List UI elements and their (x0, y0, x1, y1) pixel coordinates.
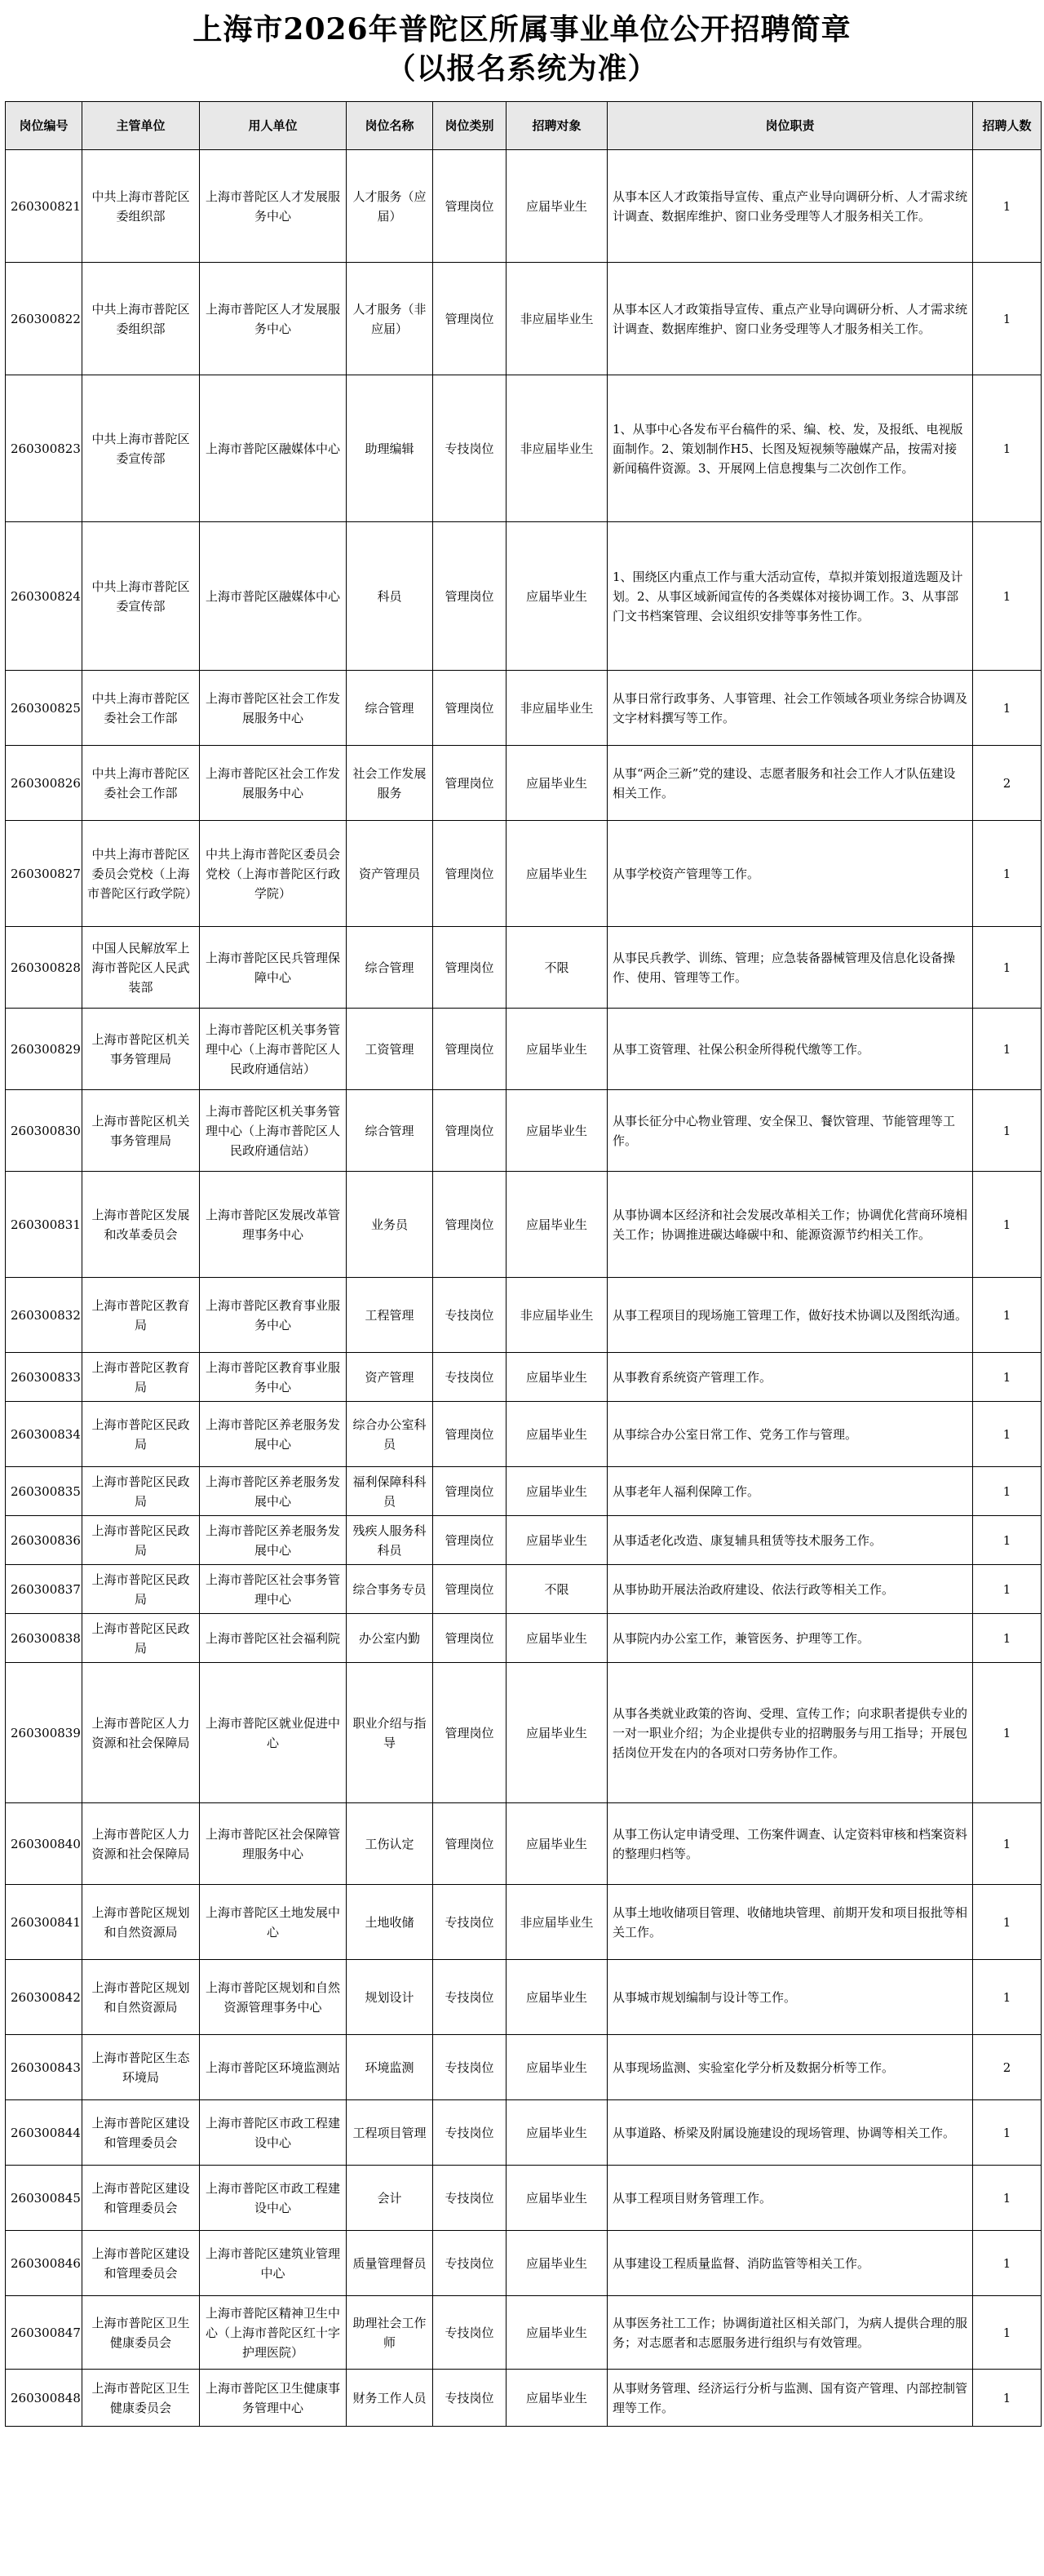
cell-duty: 从事本区人才政策指导宣传、重点产业导向调研分析、人才需求统计调查、数据库维护、窗口业务受理等人才服务相关工作。 (608, 150, 973, 263)
cell-employer: 上海市普陀区机关事务管理中心（上海市普陀区人民政府通信站） (200, 1090, 347, 1172)
cell-category: 管理岗位 (433, 1402, 507, 1467)
header-code: 岗位编号 (6, 102, 82, 150)
cell-authority: 中共上海市普陀区委组织部 (82, 263, 200, 375)
cell-employer: 上海市普陀区社会保障管理服务中心 (200, 1803, 347, 1885)
cell-position: 财务工作人员 (347, 2370, 433, 2427)
cell-position: 人才服务（非应届） (347, 263, 433, 375)
cell-employer: 上海市普陀区社会事务管理中心 (200, 1565, 347, 1614)
table-row (6, 1467, 1042, 1516)
cell-category: 管理岗位 (433, 1172, 507, 1278)
cell-code: 260300826 (6, 746, 82, 821)
cell-count: 1 (973, 2296, 1042, 2370)
cell-count: 1 (973, 263, 1042, 375)
cell-authority: 中共上海市普陀区委员会党校（上海市普陀区行政学院） (82, 821, 200, 927)
cell-position: 资产管理 (347, 1353, 433, 1402)
cell-duty: 从事协调本区经济和社会发展改革相关工作；协调优化营商环境相关工作；协调推进碳达峰碳中和、能源资源节约相关工作。 (608, 1172, 973, 1278)
header-employer: 用人单位 (200, 102, 347, 150)
cell-target: 应届毕业生 (507, 1516, 608, 1565)
cell-code: 260300822 (6, 263, 82, 375)
cell-position: 人才服务（应届） (347, 150, 433, 263)
cell-position: 残疾人服务科科员 (347, 1516, 433, 1565)
cell-employer: 上海市普陀区发展改革管理事务中心 (200, 1172, 347, 1278)
cell-authority: 上海市普陀区民政局 (82, 1614, 200, 1663)
cell-authority: 上海市普陀区人力资源和社会保障局 (82, 1663, 200, 1803)
cell-employer: 上海市普陀区市政工程建设中心 (200, 2166, 347, 2231)
cell-target: 非应届毕业生 (507, 375, 608, 522)
cell-count: 1 (973, 1278, 1042, 1353)
cell-authority: 中共上海市普陀区委组织部 (82, 150, 200, 263)
cell-category: 管理岗位 (433, 1467, 507, 1516)
table-row (6, 1614, 1042, 1663)
cell-count: 1 (973, 821, 1042, 927)
table-row (6, 1885, 1042, 1960)
table-header-row (6, 102, 1042, 150)
table-row (6, 1172, 1042, 1278)
cell-authority: 上海市普陀区人力资源和社会保障局 (82, 1803, 200, 1885)
cell-target: 应届毕业生 (507, 2166, 608, 2231)
cell-duty: 从事老年人福利保障工作。 (608, 1467, 973, 1516)
cell-target: 非应届毕业生 (507, 1278, 608, 1353)
cell-category: 管理岗位 (433, 671, 507, 746)
cell-position: 社会工作发展服务 (347, 746, 433, 821)
table-row (6, 671, 1042, 746)
cell-authority: 上海市普陀区教育局 (82, 1278, 200, 1353)
cell-count: 1 (973, 1467, 1042, 1516)
cell-count: 1 (973, 1353, 1042, 1402)
cell-authority: 上海市普陀区民政局 (82, 1467, 200, 1516)
cell-authority: 上海市普陀区生态环境局 (82, 2035, 200, 2100)
cell-count: 1 (973, 1172, 1042, 1278)
cell-authority: 中共上海市普陀区委宣传部 (82, 522, 200, 671)
table-row (6, 2231, 1042, 2296)
table-row (6, 522, 1042, 671)
cell-authority: 上海市普陀区建设和管理委员会 (82, 2100, 200, 2166)
cell-code: 260300834 (6, 1402, 82, 1467)
cell-category: 管理岗位 (433, 821, 507, 927)
cell-count: 1 (973, 1960, 1042, 2035)
cell-duty: 从事现场监测、实验室化学分析及数据分析等工作。 (608, 2035, 973, 2100)
cell-count: 1 (973, 1663, 1042, 1803)
cell-target: 应届毕业生 (507, 2035, 608, 2100)
cell-duty: 从事医务社工工作；协调街道社区相关部门，为病人提供合理的服务；对志愿者和志愿服务进行组织与有效管理。 (608, 2296, 973, 2370)
cell-count: 1 (973, 150, 1042, 263)
cell-count: 1 (973, 522, 1042, 671)
cell-authority: 中共上海市普陀区委社会工作部 (82, 671, 200, 746)
table-row (6, 1090, 1042, 1172)
cell-employer: 上海市普陀区养老服务发展中心 (200, 1467, 347, 1516)
cell-category: 专技岗位 (433, 1960, 507, 2035)
table-row (6, 1565, 1042, 1614)
cell-position: 助理社会工作师 (347, 2296, 433, 2370)
cell-category: 管理岗位 (433, 1565, 507, 1614)
cell-duty: 1、从事中心各发布平台稿件的采、编、校、发，及报纸、电视版面制作。2、策划制作H5、长图及短视频等融媒产品，按需对接新闻稿件资源。3、开展网上信息搜集与二次创作工作。 (608, 375, 973, 522)
cell-count: 1 (973, 2231, 1042, 2296)
cell-code: 260300827 (6, 821, 82, 927)
cell-employer: 上海市普陀区环境监测站 (200, 2035, 347, 2100)
cell-duty: 从事工程项目财务管理工作。 (608, 2166, 973, 2231)
cell-duty: 1、围绕区内重点工作与重大活动宣传，草拟并策划报道选题及计划。2、从事区域新闻宣传的各类媒体对接协调工作。3、从事部门文书档案管理、会议组织安排等事务性工作。 (608, 522, 973, 671)
cell-code: 260300824 (6, 522, 82, 671)
cell-employer: 上海市普陀区教育事业服务中心 (200, 1353, 347, 1402)
cell-authority: 中国人民解放军上海市普陀区人民武装部 (82, 927, 200, 1009)
cell-employer: 上海市普陀区卫生健康事务管理中心 (200, 2370, 347, 2427)
cell-employer: 上海市普陀区建筑业管理中心 (200, 2231, 347, 2296)
cell-target: 应届毕业生 (507, 522, 608, 671)
cell-code: 260300825 (6, 671, 82, 746)
cell-duty: 从事日常行政事务、人事管理、社会工作领域各项业务综合协调及文字材料撰写等工作。 (608, 671, 973, 746)
table-row (6, 375, 1042, 522)
cell-code: 260300842 (6, 1960, 82, 2035)
table-row (6, 1278, 1042, 1353)
cell-count: 1 (973, 1402, 1042, 1467)
cell-position: 福利保障科科员 (347, 1467, 433, 1516)
cell-code: 260300833 (6, 1353, 82, 1402)
cell-code: 260300841 (6, 1885, 82, 1960)
cell-position: 业务员 (347, 1172, 433, 1278)
cell-authority: 中共上海市普陀区委宣传部 (82, 375, 200, 522)
header-position: 岗位名称 (347, 102, 433, 150)
cell-position: 综合事务专员 (347, 1565, 433, 1614)
cell-category: 专技岗位 (433, 1885, 507, 1960)
document-header (0, 0, 1044, 101)
cell-code: 260300830 (6, 1090, 82, 1172)
cell-employer: 上海市普陀区机关事务管理中心（上海市普陀区人民政府通信站） (200, 1009, 347, 1090)
cell-code: 260300845 (6, 2166, 82, 2231)
cell-target: 非应届毕业生 (507, 671, 608, 746)
document-subtitle: （以报名系统为准） (386, 51, 658, 86)
cell-employer: 上海市普陀区社会工作发展服务中心 (200, 671, 347, 746)
cell-authority: 上海市普陀区建设和管理委员会 (82, 2166, 200, 2231)
cell-target: 应届毕业生 (507, 1803, 608, 1885)
cell-target: 应届毕业生 (507, 1467, 608, 1516)
cell-target: 应届毕业生 (507, 821, 608, 927)
cell-duty: 从事各类就业政策的咨询、受理、宣传工作；向求职者提供专业的一对一职业介绍；为企业提供专业的招聘服务与用工指导；开展包括岗位开发在内的各项对口劳务协作工作。 (608, 1663, 973, 1803)
cell-authority: 中共上海市普陀区委社会工作部 (82, 746, 200, 821)
cell-position: 资产管理员 (347, 821, 433, 927)
cell-employer: 上海市普陀区社会工作发展服务中心 (200, 746, 347, 821)
cell-category: 管理岗位 (433, 1516, 507, 1565)
cell-employer: 上海市普陀区社会福利院 (200, 1614, 347, 1663)
cell-count: 1 (973, 1516, 1042, 1565)
cell-target: 不限 (507, 1565, 608, 1614)
cell-category: 管理岗位 (433, 1663, 507, 1803)
cell-code: 260300838 (6, 1614, 82, 1663)
cell-employer: 上海市普陀区融媒体中心 (200, 375, 347, 522)
header-duty: 岗位职责 (608, 102, 973, 150)
cell-target: 应届毕业生 (507, 2370, 608, 2427)
cell-category: 管理岗位 (433, 150, 507, 263)
document-title: 上海市2026年普陀区所属事业单位公开招聘简章 (192, 12, 852, 47)
cell-category: 专技岗位 (433, 375, 507, 522)
cell-code: 260300837 (6, 1565, 82, 1614)
cell-duty: 从事工伤认定申请受理、工伤案件调查、认定资料审核和档案资料的整理归档等。 (608, 1803, 973, 1885)
cell-code: 260300836 (6, 1516, 82, 1565)
cell-count: 2 (973, 2035, 1042, 2100)
cell-duty: 从事院内办公室工作，兼管医务、护理等工作。 (608, 1614, 973, 1663)
table-row (6, 1960, 1042, 2035)
cell-position: 综合管理 (347, 927, 433, 1009)
cell-count: 2 (973, 746, 1042, 821)
table-row (6, 2100, 1042, 2166)
cell-employer: 上海市普陀区市政工程建设中心 (200, 2100, 347, 2166)
cell-count: 1 (973, 671, 1042, 746)
cell-position: 综合管理 (347, 1090, 433, 1172)
cell-category: 专技岗位 (433, 2231, 507, 2296)
header-count: 招聘人数 (973, 102, 1042, 150)
cell-code: 260300840 (6, 1803, 82, 1885)
cell-duty: 从事长征分中心物业管理、安全保卫、餐饮管理、节能管理等工作。 (608, 1090, 973, 1172)
cell-code: 260300847 (6, 2296, 82, 2370)
cell-position: 工程项目管理 (347, 2100, 433, 2166)
cell-duty: 从事城市规划编制与设计等工作。 (608, 1960, 973, 2035)
cell-position: 工程管理 (347, 1278, 433, 1353)
cell-category: 专技岗位 (433, 2100, 507, 2166)
table-row (6, 2370, 1042, 2427)
cell-employer: 上海市普陀区养老服务发展中心 (200, 1402, 347, 1467)
cell-target: 应届毕业生 (507, 2100, 608, 2166)
cell-authority: 上海市普陀区规划和自然资源局 (82, 1885, 200, 1960)
cell-target: 应届毕业生 (507, 1614, 608, 1663)
cell-employer: 上海市普陀区融媒体中心 (200, 522, 347, 671)
cell-target: 应届毕业生 (507, 2231, 608, 2296)
table-row (6, 1516, 1042, 1565)
cell-authority: 上海市普陀区发展和改革委员会 (82, 1172, 200, 1278)
cell-code: 260300821 (6, 150, 82, 263)
cell-code: 260300828 (6, 927, 82, 1009)
table-row (6, 1663, 1042, 1803)
cell-count: 1 (973, 2100, 1042, 2166)
cell-category: 管理岗位 (433, 522, 507, 671)
cell-target: 应届毕业生 (507, 1960, 608, 2035)
table-row (6, 821, 1042, 927)
cell-duty: 从事建设工程质量监督、消防监管等相关工作。 (608, 2231, 973, 2296)
table-row (6, 1009, 1042, 1090)
cell-duty: 从事学校资产管理等工作。 (608, 821, 973, 927)
cell-target: 应届毕业生 (507, 1663, 608, 1803)
cell-authority: 上海市普陀区卫生健康委员会 (82, 2370, 200, 2427)
cell-duty: 从事综合办公室日常工作、党务工作与管理。 (608, 1402, 973, 1467)
cell-duty: 从事协助开展法治政府建设、依法行政等相关工作。 (608, 1565, 973, 1614)
cell-code: 260300839 (6, 1663, 82, 1803)
cell-code: 260300823 (6, 375, 82, 522)
cell-position: 会计 (347, 2166, 433, 2231)
cell-authority: 上海市普陀区卫生健康委员会 (82, 2296, 200, 2370)
cell-position: 综合管理 (347, 671, 433, 746)
cell-target: 应届毕业生 (507, 1172, 608, 1278)
table-row (6, 2035, 1042, 2100)
table-row (6, 263, 1042, 375)
cell-category: 专技岗位 (433, 2035, 507, 2100)
cell-employer: 上海市普陀区土地发展中心 (200, 1885, 347, 1960)
cell-position: 职业介绍与指导 (347, 1663, 433, 1803)
cell-employer: 上海市普陀区教育事业服务中心 (200, 1278, 347, 1353)
cell-count: 1 (973, 2370, 1042, 2427)
cell-duty: 从事财务管理、经济运行分析与监测、国有资产管理、内部控制管理等工作。 (608, 2370, 973, 2427)
table-row (6, 746, 1042, 821)
table-row (6, 1353, 1042, 1402)
cell-category: 专技岗位 (433, 2370, 507, 2427)
cell-position: 质量管理督员 (347, 2231, 433, 2296)
cell-count: 1 (973, 1009, 1042, 1090)
cell-employer: 上海市普陀区人才发展服务中心 (200, 150, 347, 263)
cell-position: 助理编辑 (347, 375, 433, 522)
cell-position: 工资管理 (347, 1009, 433, 1090)
cell-code: 260300844 (6, 2100, 82, 2166)
table-row (6, 2166, 1042, 2231)
cell-code: 260300848 (6, 2370, 82, 2427)
cell-authority: 上海市普陀区机关事务管理局 (82, 1009, 200, 1090)
cell-employer: 上海市普陀区精神卫生中心（上海市普陀区红十字护理医院） (200, 2296, 347, 2370)
cell-code: 260300832 (6, 1278, 82, 1353)
cell-count: 1 (973, 1885, 1042, 1960)
cell-duty: 从事“两企三新”党的建设、志愿者服务和社会工作人才队伍建设相关工作。 (608, 746, 973, 821)
cell-code: 260300846 (6, 2231, 82, 2296)
cell-target: 非应届毕业生 (507, 1885, 608, 1960)
cell-target: 非应届毕业生 (507, 263, 608, 375)
cell-category: 专技岗位 (433, 2296, 507, 2370)
cell-category: 管理岗位 (433, 1803, 507, 1885)
cell-count: 1 (973, 1803, 1042, 1885)
cell-code: 260300835 (6, 1467, 82, 1516)
cell-category: 专技岗位 (433, 1353, 507, 1402)
cell-authority: 上海市普陀区规划和自然资源局 (82, 1960, 200, 2035)
cell-authority: 上海市普陀区民政局 (82, 1516, 200, 1565)
cell-code: 260300843 (6, 2035, 82, 2100)
table-row (6, 2296, 1042, 2370)
cell-authority: 上海市普陀区建设和管理委员会 (82, 2231, 200, 2296)
cell-count: 1 (973, 2166, 1042, 2231)
cell-count: 1 (973, 927, 1042, 1009)
cell-authority: 上海市普陀区民政局 (82, 1402, 200, 1467)
cell-count: 1 (973, 1565, 1042, 1614)
cell-duty: 从事道路、桥梁及附属设施建设的现场管理、协调等相关工作。 (608, 2100, 973, 2166)
cell-code: 260300831 (6, 1172, 82, 1278)
cell-category: 管理岗位 (433, 1009, 507, 1090)
cell-employer: 上海市普陀区就业促进中心 (200, 1663, 347, 1803)
cell-position: 办公室内勤 (347, 1614, 433, 1663)
cell-target: 应届毕业生 (507, 1009, 608, 1090)
cell-position: 工伤认定 (347, 1803, 433, 1885)
cell-authority: 上海市普陀区教育局 (82, 1353, 200, 1402)
table-body (6, 150, 1042, 2427)
cell-count: 1 (973, 1090, 1042, 1172)
cell-duty: 从事民兵教学、训练、管理；应急装备器械管理及信息化设备操作、使用、管理等工作。 (608, 927, 973, 1009)
table-row (6, 927, 1042, 1009)
cell-category: 管理岗位 (433, 927, 507, 1009)
cell-target: 应届毕业生 (507, 1090, 608, 1172)
cell-category: 管理岗位 (433, 1614, 507, 1663)
cell-position: 环境监测 (347, 2035, 433, 2100)
cell-count: 1 (973, 375, 1042, 522)
header-target: 招聘对象 (507, 102, 608, 150)
cell-count: 1 (973, 1614, 1042, 1663)
table-row (6, 150, 1042, 263)
cell-position: 土地收储 (347, 1885, 433, 1960)
cell-authority: 上海市普陀区机关事务管理局 (82, 1090, 200, 1172)
cell-target: 应届毕业生 (507, 2296, 608, 2370)
cell-duty: 从事适老化改造、康复辅具租赁等技术服务工作。 (608, 1516, 973, 1565)
cell-duty: 从事本区人才政策指导宣传、重点产业导向调研分析、人才需求统计调查、数据库维护、窗口业务受理等人才服务相关工作。 (608, 263, 973, 375)
cell-employer: 上海市普陀区规划和自然资源管理事务中心 (200, 1960, 347, 2035)
cell-target: 应届毕业生 (507, 746, 608, 821)
cell-duty: 从事教育系统资产管理工作。 (608, 1353, 973, 1402)
cell-position: 规划设计 (347, 1960, 433, 2035)
cell-code: 260300829 (6, 1009, 82, 1090)
cell-authority: 上海市普陀区民政局 (82, 1565, 200, 1614)
cell-category: 专技岗位 (433, 2166, 507, 2231)
cell-target: 应届毕业生 (507, 150, 608, 263)
cell-target: 应届毕业生 (507, 1353, 608, 1402)
cell-employer: 上海市普陀区养老服务发展中心 (200, 1516, 347, 1565)
cell-employer: 中共上海市普陀区委员会党校（上海市普陀区行政学院） (200, 821, 347, 927)
table-row (6, 1402, 1042, 1467)
cell-duty: 从事土地收储项目管理、收储地块管理、前期开发和项目报批等相关工作。 (608, 1885, 973, 1960)
cell-category: 管理岗位 (433, 1090, 507, 1172)
header-authority: 主管单位 (82, 102, 200, 150)
cell-employer: 上海市普陀区人才发展服务中心 (200, 263, 347, 375)
cell-category: 管理岗位 (433, 263, 507, 375)
cell-employer: 上海市普陀区民兵管理保障中心 (200, 927, 347, 1009)
cell-category: 管理岗位 (433, 746, 507, 821)
recruitment-table (5, 101, 1042, 2427)
cell-duty: 从事工程项目的现场施工管理工作，做好技术协调以及图纸沟通。 (608, 1278, 973, 1353)
cell-duty: 从事工资管理、社保公积金所得税代缴等工作。 (608, 1009, 973, 1090)
cell-category: 专技岗位 (433, 1278, 507, 1353)
cell-target: 不限 (507, 927, 608, 1009)
table-row (6, 1803, 1042, 1885)
cell-position: 科员 (347, 522, 433, 671)
cell-target: 应届毕业生 (507, 1402, 608, 1467)
cell-position: 综合办公室科员 (347, 1402, 433, 1467)
header-category: 岗位类别 (433, 102, 507, 150)
